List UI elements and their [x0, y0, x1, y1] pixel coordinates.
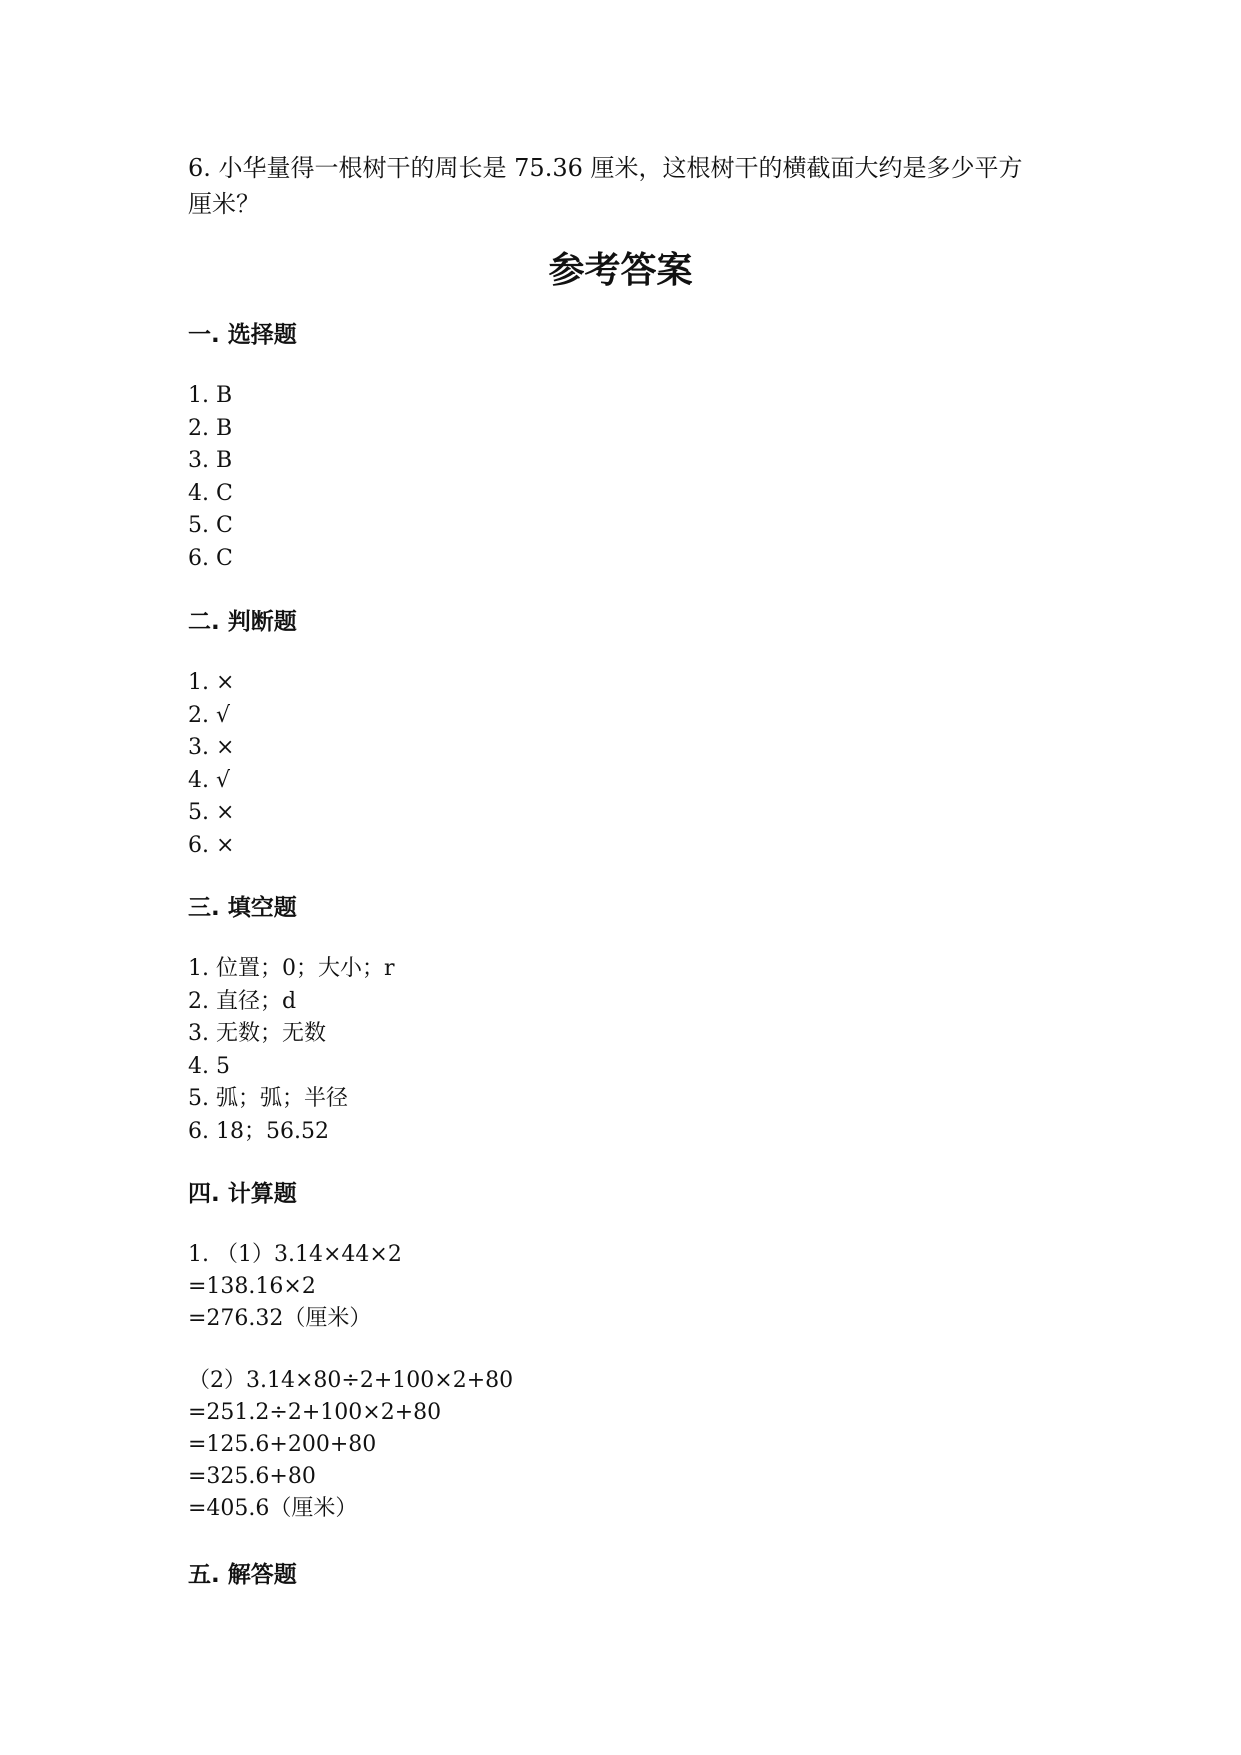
list-item: 5. ×	[188, 800, 235, 825]
fill-answer-list	[188, 953, 1068, 1148]
calc-line: =325.6+80	[188, 1464, 316, 1489]
calc-line: =405.6（厘米）	[188, 1496, 358, 1521]
list-item: 3. ×	[188, 735, 235, 760]
list-item: 4. √	[188, 767, 231, 793]
calc-spacer	[188, 1335, 1068, 1365]
list-item: 3. B	[188, 448, 233, 473]
section-fill	[188, 893, 1068, 1148]
calc-line: =125.6+200+80	[188, 1432, 377, 1457]
calc-line: 1. （1）3.14×44×2	[188, 1242, 402, 1267]
question-6-line-2: 厘米？	[188, 190, 260, 218]
judge-answer-list	[188, 667, 1068, 862]
section-answer-heading: 五. 解答题	[188, 1562, 297, 1588]
calc-answer-block	[188, 1239, 1068, 1525]
section-choice-heading: 一. 选择题	[188, 322, 297, 348]
list-item: 2. 直径；d	[188, 988, 297, 1014]
list-item: 1. ×	[188, 670, 235, 695]
list-item: 6. 18；56.52	[188, 1118, 329, 1144]
list-item: 5. 弧；弧；半径	[188, 1086, 348, 1111]
section-answer	[188, 1560, 1068, 1590]
list-item: 2. B	[188, 415, 233, 441]
list-item: 6. ×	[188, 832, 235, 858]
section-choice	[188, 320, 1068, 575]
section-judge	[188, 607, 1068, 862]
section-fill-heading: 三. 填空题	[188, 895, 297, 921]
list-item: 2. √	[188, 702, 231, 728]
list-item: 1. 位置；0；大小；r	[188, 956, 395, 981]
question-6-line-1: 6. 小华量得一根树干的周长是 75.36 厘米，这根树干的横截面大约是多少平方	[188, 154, 1023, 182]
answer-key-title: 参考答案	[548, 250, 693, 291]
calc-line: =276.32（厘米）	[188, 1306, 372, 1331]
list-item: 4. 5	[188, 1053, 230, 1079]
section-judge-heading: 二. 判断题	[188, 609, 297, 635]
question-6	[188, 150, 1068, 222]
calc-line: （2）3.14×80÷2+100×2+80	[188, 1368, 514, 1393]
list-item: 6. C	[188, 545, 233, 571]
list-item: 5. C	[188, 513, 233, 538]
calc-line: =138.16×2	[188, 1274, 316, 1299]
choice-answer-list	[188, 380, 1068, 575]
calc-line: =251.2÷2+100×2+80	[188, 1400, 442, 1425]
list-item: 3. 无数；无数	[188, 1021, 326, 1046]
list-item: 4. C	[188, 480, 233, 506]
section-calc	[188, 1179, 1068, 1525]
section-calc-heading: 四. 计算题	[188, 1181, 297, 1207]
list-item: 1. B	[188, 383, 233, 408]
